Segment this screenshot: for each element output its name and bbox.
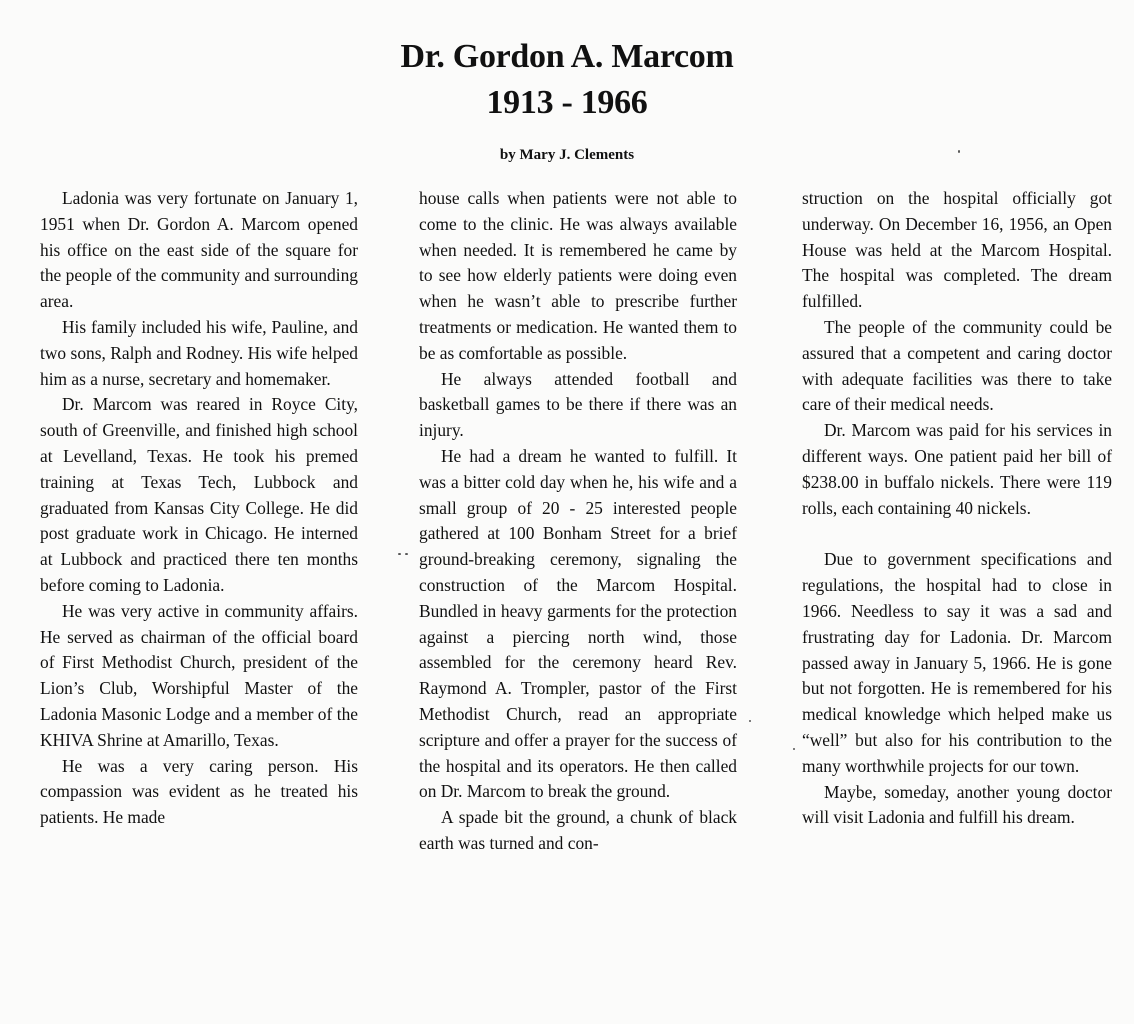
- column-3: [802, 186, 1112, 831]
- paragraph: Dr. Marcom was paid for his services in different ways. One patient paid her bill of $238.00 in buffalo nickels. There were 119 rolls, each containing 40 nickels.: [802, 420, 1112, 518]
- article-byline: by Mary J. Clements: [499, 147, 635, 163]
- scan-speck: [793, 748, 795, 750]
- paragraph: Maybe, someday, another young doctor will visit Ladonia and fulfill his dream.: [802, 781, 1112, 828]
- paragraph: He was a very caring person. His compassion was evident as he treated his patients. He made: [40, 755, 358, 828]
- paragraph: A spade bit the ground, a chunk of black earth was turned and con-: [419, 807, 737, 853]
- paragraph: His family included his wife, Pauline, and two sons, Ralph and Rodney. His wife helped him as a nurse, secretary and homemaker.: [40, 316, 358, 389]
- paragraph-continued: struction on the hospital officially got underway. On December 16, 1956, an Open House was held at the Marcom Hospital. The hospital was completed. The dream fulfilled.: [802, 188, 1112, 312]
- paragraph: He was very active in community affairs. He served as chairman of the official board of First Methodist Church, president of the Lion’s Club, Worshipful Master of the Ladonia Masonic Lodge and a member of the KHIVA Shrine at Amarillo, Texas.: [40, 600, 358, 750]
- article-title: Dr. Gordon A. Marcom: [400, 38, 734, 75]
- paragraph: He had a dream he wanted to fulfill. It was a bitter cold day when he, his wife and a small group of 20 - 25 interested people gathered at 100 Bonham Street for a brief ground-breaking ceremony, signaling the construction of the Marcom Hospital. Bundled in heavy garments for the protection against a piercing north wind, those assembled for the ceremony heard Rev. Raymond A. Trompler, pastor of the First Methodist Church, read an appropriate scripture and offer a prayer for the success of the hospital and its operators. He then called on Dr. Marcom to break the ground.: [419, 445, 737, 802]
- scan-speck: [398, 553, 401, 555]
- scan-speck: [958, 150, 960, 153]
- paragraph: Dr. Marcom was reared in Royce City, south of Greenville, and finished high school at Levelland, Texas. He took his premed training at Texas Tech, Lubbock and graduated from Kansas City College. He did post graduate work in Chicago. He interned at Lubbock and practiced there ten months before coming to Ladonia.: [40, 394, 358, 595]
- paragraph: Due to government specifications and regulations, the hospital had to close in 1966. Needless to say it was a sad and frustrating day for Ladonia. Dr. Marcom passed away in January 5, 1966. He is gone but not forgotten. He is remembered for his medical knowledge which helped make us “well” but also for his contribution to the many worthwhile projects for our town.: [802, 549, 1112, 776]
- scan-speck: [405, 553, 408, 555]
- article-years: 1913 - 1966: [486, 84, 648, 121]
- paragraph: He always attended football and basketball games to be there if there was an injury.: [419, 368, 737, 441]
- column-1: [40, 186, 358, 831]
- paragraph: The people of the community could be assured that a competent and caring doctor with adequate facilities was there to take care of their medical needs.: [802, 316, 1112, 415]
- column-2: [419, 186, 737, 857]
- paragraph: Ladonia was very fortunate on January 1, 1951 when Dr. Gordon A. Marcom opened his office on the east side of the square for the people of the community and surrounding area.: [40, 188, 358, 312]
- paragraph-continued: house calls when patients were not able to come to the clinic. He was always available when needed. It is remembered he came by to see how elderly patients were doing even when he wasn’t able to prescribe further treatments or medication. He wanted them to be as comfortable as possible.: [419, 188, 737, 363]
- scan-speck: [749, 720, 751, 722]
